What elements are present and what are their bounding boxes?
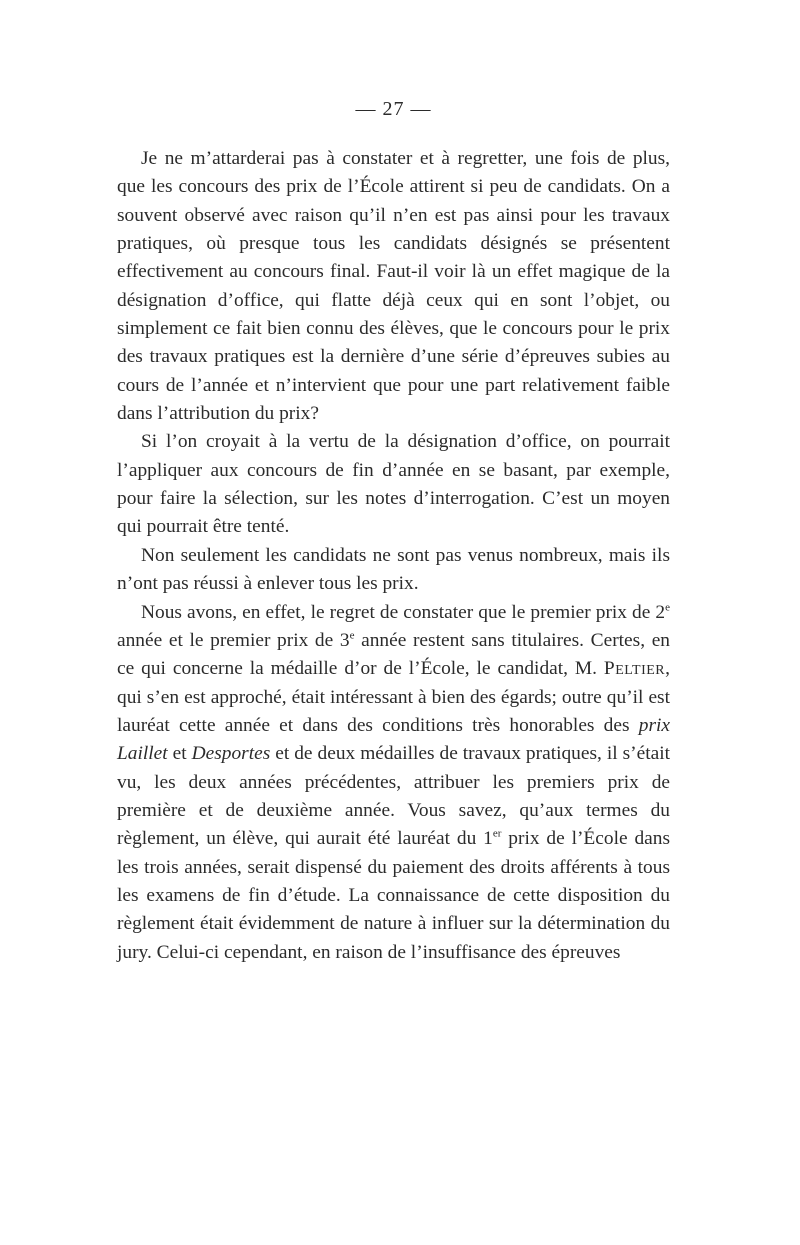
ordinal-superscript: er xyxy=(492,827,502,840)
page-number: — 27 — xyxy=(355,98,432,120)
prize-name-italic: prix Laillet xyxy=(117,714,670,765)
paragraph-4-text: prix de l’École dans les trois années, serait dispensé du paiement des droits afférents à tous les examens de fin d’étude. La connaissance de cette disposition du règlement était évidemment de nature à influer sur la détermination du jury. Celui-ci cependant, en raison de l’insuffisance des épreuves xyxy=(117,828,670,963)
ordinal-superscript: e xyxy=(665,601,670,614)
paragraph-2: Si l’on croyait à la vertu de la désignation d’office, on pourrait l’appliquer aux concours de fin d’année en se basant, par exemple, pour faire la sélection, sur les notes d’interrogation. C’est un moyen qui pourrait être tenté. xyxy=(117,431,670,538)
prize-name-italic: Desportes xyxy=(191,743,271,765)
paragraph-4-text: année restent sans titulaires. Certes, en ce qui concerne la médaille d’or de l’École, le candidat, M. xyxy=(117,629,670,680)
paragraph-4-text: , qui s’en est approché, était intéressant à bien des égards; outre qu’il est lauréat cette année et dans des conditions très honorables des xyxy=(117,658,670,736)
paragraph-4 xyxy=(117,599,670,967)
ordinal-superscript: e xyxy=(349,629,355,642)
paragraph-4-text: Nous avons, en effet, le regret de constater que le premier prix de 2 xyxy=(141,601,666,623)
body-text xyxy=(117,145,670,967)
paragraph-4-text: et de deux médailles de travaux pratiques, il s’était vu, les deux années précédentes, attribuer les premiers prix de première et de deuxième année. Vous savez, qu’aux termes du règlement, un élève, qui aurait été lauréat du 1 xyxy=(117,743,670,850)
book-page xyxy=(117,98,670,967)
paragraph-3: Non seulement les candidats ne sont pas venus nombreux, mais ils n’ont pas réussi à enlever tous les prix. xyxy=(117,544,670,595)
paragraph-1: Je ne m’attarderai pas à constater et à regretter, une fois de plus, que les concours des prix de l’École attirent si peu de candidats. On a souvent observé avec raison qu’il n’en est pas ainsi pour les travaux pratiques, où presque tous les candidats désignés se présentent effectivement au concours final. Faut-il voir là un effet magique de la désignation d’office, qui flatte déjà ceux qui en sont l’objet, ou simplement ce fait bien connu des élèves, que le concours pour le prix des travaux pratiques est la dernière d’une série d’épreuves subies au cours de l’année et n’intervient que pour une part relativement faible dans l’attribution du prix? xyxy=(117,148,670,425)
paragraph-4-text: et xyxy=(167,743,192,765)
paragraph-4-text: année et le premier prix de 3 xyxy=(117,629,350,651)
person-name: Peltier xyxy=(603,658,666,680)
